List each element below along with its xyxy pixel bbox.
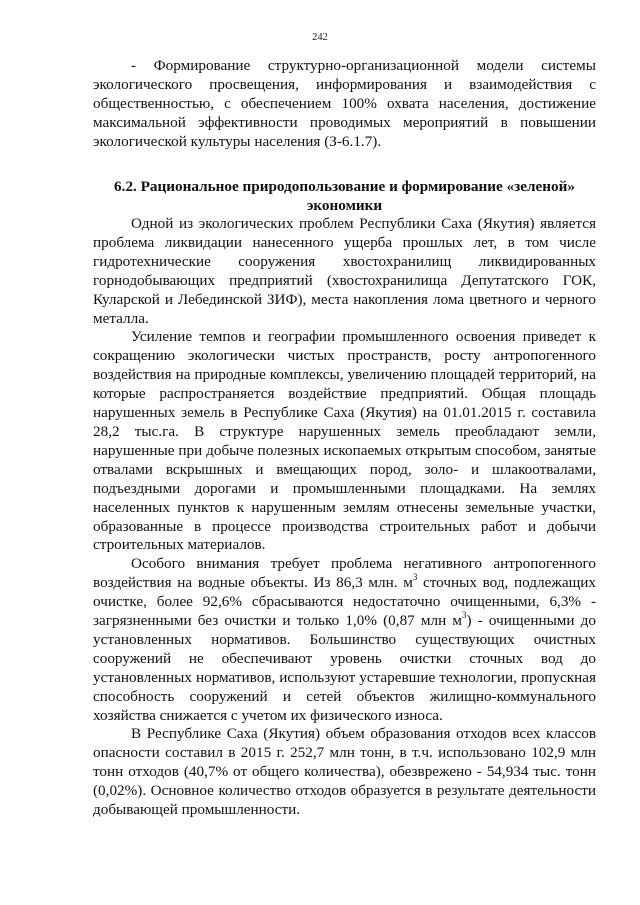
paragraph-disturbed-lands: Усиление темпов и географии промышленного освоения приведет к сокращению экологически чистых пространств, росту антропогенного воздействия на природные комплексы, увеличению площадей территорий, на которые распространяется воздействие предприятий. Общая площадь нарушенных земель в Республике Саха (Якутия) на 01.01.2015 г. составила 28,2 тыс.га. В структуре нарушенных земель преобладают земли, нарушенные при добыче полезных ископаемых открытым способом, занятые отвалами вскрышных и вмещающих пород, золо- и шлакоотвалами, подъездными дорогами и промышленными площадками. На землях населенных пунктов к нарушенным землям отнесены земельные участки, образованные в процессе производства строительных работ и добычи строительных материалов. [93, 328, 596, 554]
superscript-cubic-1: 3 [412, 572, 418, 583]
water-text-part-1: Особого внимания требует проблема негативного антропогенного воздействия на водные объекты. Из 86,3 млн. м [93, 555, 596, 592]
paragraph-water-objects [93, 555, 596, 725]
superscript-cubic-2: 3 [462, 609, 467, 620]
paragraph-legacy-damage: Одной из экологических проблем Республики Саха (Якутия) является проблема ликвидации нанесенного ущерба прошлых лет, в том числе гидротехнические сооружения хвостохранилищ ликвидированных горнодобывающих предприятий (хвостохранилища Депутатского ГОК, Куларской и Лебединской ЗИФ), места накопления лома цветного и черного металла. [93, 215, 596, 327]
section-body [93, 215, 596, 820]
water-text-part-2: сточных вод, подлежащих очистке, более 92,6% сбрасываются недостаточно очищенными, 6,3% - загрязненными без очистки и только 1,0% (0,87 млн м [93, 574, 596, 630]
water-text-part-3: ) - очищенными до установленных нормативов. Большинство существующих очистных сооружений не обеспечивают уровень очистки сточных вод до установленных нормативов, используют устаревшие технологии, пропускная способность сооружений и сетей объектов жилищно-коммунального хозяйства снижается с учетом их физического износа. [93, 612, 596, 724]
intro-paragraph: - Формирование структурно-организационной модели системы экологического просвещения, информирования и взаимодействия с общественностью, с обеспечением 100% охвата населения, достижение максимальной эффективности проводимых мероприятий в повышении экологической культуры населения (З-6.1.7). [93, 57, 596, 150]
section-heading: 6.2. Рациональное природопользование и формирование «зеленой» экономики [114, 178, 575, 214]
page-number: 242 [312, 32, 328, 43]
intro-section [93, 57, 596, 152]
paragraph-waste: В Республике Саха (Якутия) объем образования отходов всех классов опасности составил в 2015 г. 252,7 млн тонн, в т.ч. использовано 102,9 млн тонн отходов (40,7% от общего количества), обезврежено - 54,934 тыс. тонн (0,02%). Основное количество отходов образуется в результате деятельности добывающей промышленности. [93, 725, 596, 819]
